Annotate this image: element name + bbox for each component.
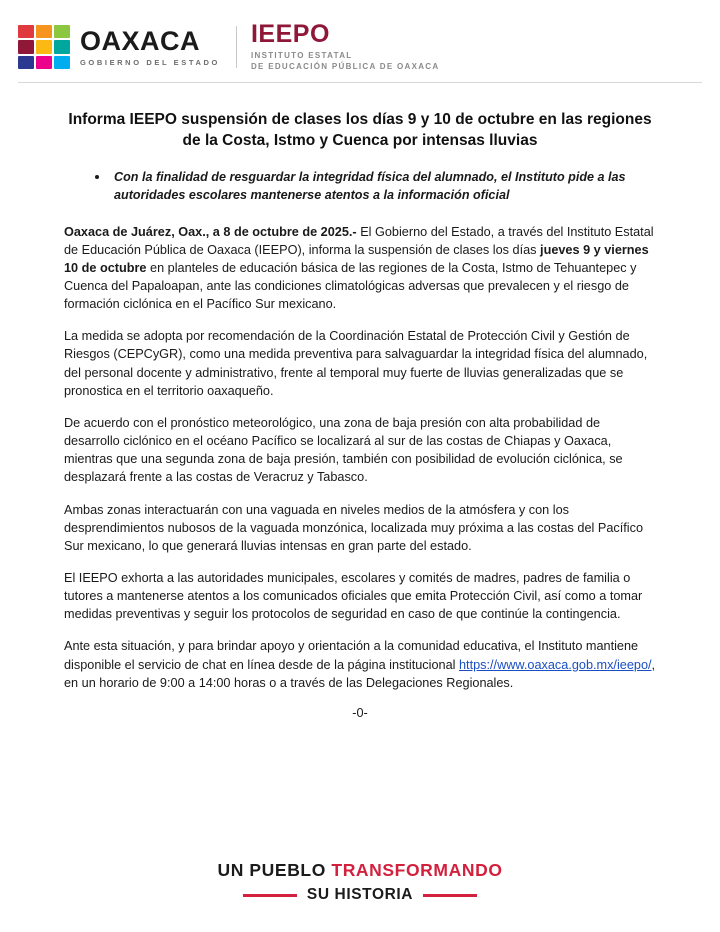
document-footer bbox=[0, 860, 720, 904]
org-name bbox=[251, 51, 440, 73]
org-name-line1: INSTITUTO ESTATAL bbox=[250, 50, 353, 60]
state-name: OAXACA bbox=[80, 25, 201, 56]
footer-slogan-line-1 bbox=[0, 860, 720, 881]
org-name-line2: DE EDUCACIÓN PÚBLICA DE OAXACA bbox=[250, 61, 440, 71]
state-brand bbox=[80, 25, 220, 67]
footer-slogan-line-2: SU HISTORIA bbox=[306, 886, 414, 903]
ieepo-website-link[interactable]: https://www.oaxaca.gob.mx/ieepo/ bbox=[459, 657, 652, 672]
dateline: Oaxaca de Juárez, Oax., a 8 de octubre de 2025.- bbox=[64, 224, 357, 239]
paragraph-4: Ambas zonas interactuarán con una vaguada en niveles medios de la atmósfera y con los desprendimientos nubosos de la vaguada monzónica, localizada muy próxima a las costas del Pacífico Sur mexicano, lo que generará lluvias intensas en gran parte del estado. bbox=[64, 502, 644, 553]
paragraph-text-1b: en planteles de educación básica de las regiones de la Costa, Istmo de Tehuantepec y Cuenca del Papaloapan, ante las condiciones climatológicas adversas que prevalecen y el riesgo de formación ciclónica en el Pacífico Sur mexicano. bbox=[64, 260, 637, 312]
closing-mark: -0- bbox=[352, 705, 368, 720]
paragraph-3: De acuerdo con el pronóstico meteorológico, una zona de baja presión con alta probabilidad de desarrollo ciclónico en el océano Pacífico se localizará al sur de las costas de Chiapas y Oaxaca, mientras que una segunda zona de baja presión, también con posibilidad de evolución ciclónica, se desplazará frente a las costas de Veracruz y Tabasco. bbox=[64, 415, 623, 485]
org-brand bbox=[250, 19, 440, 73]
state-subtitle: GOBIERNO DEL ESTADO bbox=[80, 57, 220, 67]
document-body bbox=[0, 83, 720, 720]
paragraph-text-6b: , en un horario de 9:00 a 14:00 horas o a través de las Delegaciones Regionales. bbox=[64, 657, 656, 690]
document-header bbox=[0, 0, 720, 72]
paragraph-text-1a: El Gobierno del Estado, a través del Instituto Estatal de Educación Pública de Oaxaca (IEEPO), informa la suspensión de clases los días bbox=[64, 224, 654, 257]
paragraph-5: El IEEPO exhorta a las autoridades municipales, escolares y comités de madres, padres de familia o tutores a mantenerse atentos a los comunicados oficiales que emita Protección Civil, así como a tomar medidas preventivas y seguir los protocolos de seguridad en caso de que continúe la contingencia. bbox=[64, 571, 643, 622]
list-item: • Con la finalidad de resguardar la integridad física del alumnado, el Instituto pide a las autoridades escolares mantenerse atentos a la información oficial bbox=[110, 168, 656, 205]
dash-left-icon bbox=[243, 894, 297, 897]
paragraph-text-6a: Ante esta situación, y para brindar apoyo y orientación a la comunidad educativa, el Instituto mantiene disponible el servicio de chat en línea desde de la página institucional bbox=[64, 639, 639, 672]
paragraph-2: La medida se adopta por recomendación de la Coordinación Estatal de Protección Civil y Gestión de Riesgos (CEPCyGR), como una medida preventiva para salvaguardar la integridad física del alumnado, del personal docente y administrativo, frente al temporal muy fuerte de lluvias generalizadas que se pronostica en el territorio oaxaqueño. bbox=[64, 329, 648, 398]
dash-right-icon bbox=[423, 894, 477, 897]
footer-slogan-word-2: TRANSFORMANDO bbox=[331, 860, 503, 880]
highlight-list bbox=[64, 168, 656, 205]
page-title: Informa IEEPO suspensión de clases los días 9 y 10 de octubre en las regiones de la Costa, Istmo y Cuenca por intensas lluvias bbox=[68, 111, 652, 150]
brand-divider bbox=[236, 26, 237, 68]
paragraph-6 bbox=[64, 637, 656, 691]
paragraph-dateline bbox=[64, 223, 656, 314]
oaxaca-logo-icon bbox=[18, 25, 70, 69]
suspension-dates: jueves 9 y viernes 10 de octubre bbox=[64, 242, 649, 275]
org-acronym: IEEPO bbox=[250, 19, 330, 48]
footer-slogan-line-2-wrap bbox=[0, 886, 720, 904]
footer-slogan-word-1: UN PUEBLO bbox=[217, 860, 332, 880]
